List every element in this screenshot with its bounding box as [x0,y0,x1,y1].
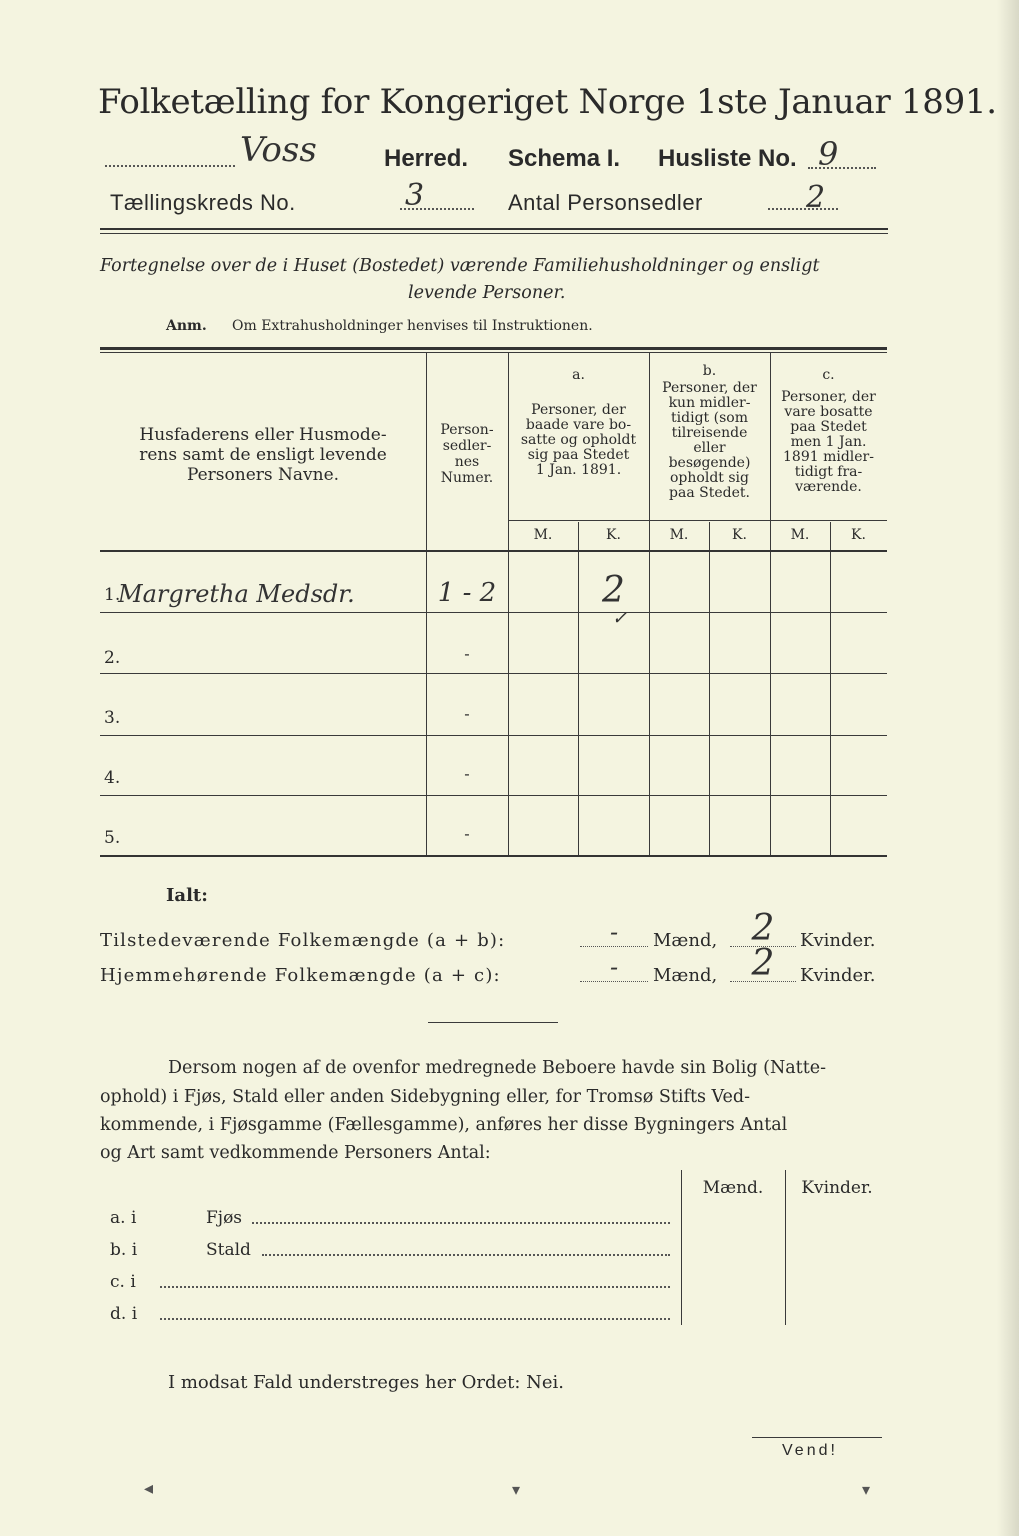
header-rule [100,228,888,230]
vend-label: Vend! [782,1442,838,1459]
col-names-line: rens samt de ensligt levende [139,445,387,465]
row-number: 5. [104,828,121,848]
row-person-numbers: 1 - 2 [437,578,497,608]
table-top-rule [100,347,887,350]
anm-text: Om Extrahusholdninger henvises til Instruktionen. [232,318,593,334]
separator-rule [428,1022,558,1023]
kreds-value: 3 [405,178,425,213]
col-num-line: nes [454,454,480,470]
building-item-text: Stald [206,1240,251,1260]
dotted-line [808,167,876,169]
col-c-line: 1891 midler- [783,449,874,465]
intro-line2: levende Personer. [408,283,566,303]
col-b-header [649,381,770,501]
row-a-k-value: 2 [602,570,625,611]
page-edge [997,0,1019,1536]
col-num-line: Person- [440,422,494,438]
col-c-line: vare bosatte [784,404,873,420]
building-item-label: d. i [110,1304,138,1324]
husliste-value: 9 [818,135,839,173]
tilstede-label: Tilstedeværende Folkemængde (a + b): [100,930,506,951]
col-num-header [426,422,508,486]
form-title: Folketælling for Kongeriget Norge 1ste Januar 1891. [98,82,997,122]
antal-label: Antal Personsedler [508,190,703,215]
maend-label: Mænd, [653,965,718,986]
building-item-label: b. i [110,1240,138,1260]
col-b-line: kun midler- [668,395,751,411]
row-number: 1. [104,585,121,605]
col-kvinder-header: Kvinder. [801,1178,873,1198]
vend-rule [752,1437,882,1438]
col-c-line: Personer, der [781,389,876,405]
corner-mark-icon: ▾ [862,1480,871,1499]
col-a-line: baade vare bo- [525,417,632,433]
row-number: 3. [104,708,121,728]
row-person-numbers: - [464,704,470,723]
col-c-line: men 1 Jan. [790,434,867,450]
kreds-label: Tællingskreds No. [110,190,296,215]
col-b-k: K. [732,527,747,543]
kvinder-label: Kvinder. [800,930,876,951]
paragraph-line: ophold) i Fjøs, Stald eller anden Sidebygning eller, for Tromsø Stifts Ved- [100,1087,751,1107]
herred-label: Herred. [384,145,469,172]
row-number: 2. [104,648,121,668]
schema-label: Schema I. [508,145,621,172]
tilstede-women-value: 2 [751,908,775,949]
building-item-label: c. i [110,1272,136,1292]
col-a-header [508,403,649,478]
row-name: Margretha Medsdr. [118,580,355,608]
nei-line: I modsat Fald understreges her Ordet: Nei. [168,1372,565,1393]
col-b-letter: b. [702,363,717,379]
row-person-numbers: - [464,824,470,843]
col-names-line: Personers Navne. [186,465,340,485]
col-b-line: opholdt sig [670,470,749,486]
ialt-label: Ialt: [166,885,208,906]
header-bottom-rule [100,550,887,552]
col-num-line: Numer. [440,470,494,486]
anm-label: Anm. [166,318,207,334]
col-a-line: sig paa Stedet [527,447,630,463]
dotted-line [768,208,838,210]
kvinder-label: Kvinder. [800,965,876,986]
herred-value: Voss [240,130,317,170]
col-b-line: tidigt (som [671,410,748,426]
row-person-numbers: - [464,644,470,663]
table-top-rule [100,352,887,353]
building-item-label: a. i [110,1208,137,1228]
col-c-letter: c. [822,367,835,383]
check-mark-icon: ✓ [612,608,628,629]
col-names-header [100,425,426,485]
hjemme-men-value: - [609,953,619,981]
mk-rule [508,520,887,521]
col-b-line: eller [693,440,726,456]
husliste-label: Husliste No. [658,145,797,172]
col-maend-header: Mænd. [702,1178,764,1198]
header-rule [100,233,888,234]
col-c-line: paa Stedet [790,419,867,435]
row-number: 4. [104,768,121,788]
col-b-line: besøgende) [668,455,751,471]
col-a-line: satte og opholdt [520,432,637,448]
col-c-m: M. [790,527,810,543]
antal-value: 2 [806,180,826,215]
hjemme-women-value: 2 [751,943,775,984]
building-item-text: Fjøs [206,1208,243,1228]
paragraph-line: og Art samt vedkommende Personers Antal: [100,1143,491,1163]
col-c-k: K. [851,527,866,543]
paragraph-line: Dersom nogen af de ovenfor medregnede Beboere havde sin Bolig (Natte- [168,1058,827,1078]
col-a-k: K. [606,527,621,543]
hjemme-label: Hjemmehørende Folkemængde (a + c): [100,965,501,986]
col-a-letter: a. [572,367,585,383]
row-person-numbers: - [464,764,470,783]
intro-line1: Fortegnelse over de i Huset (Bostedet) værende Familiehusholdninger og ensligt [100,256,820,276]
col-a-line: Personer, der [531,402,626,418]
maend-label: Mænd, [653,930,718,951]
col-c-line: tidigt fra- [794,464,863,480]
col-b-line: tilreisende [671,425,748,441]
col-c-line: værende. [795,479,862,495]
dotted-line [400,208,474,210]
paragraph-line: kommende, i Fjøsgamme (Fællesgamme), anføres her disse Bygningers Antal [100,1115,788,1135]
tilstede-men-value: - [609,918,619,946]
col-a-m: M. [533,527,553,543]
col-a-line: 1 Jan. 1891. [535,462,622,478]
col-names-line: Husfaderens eller Husmode- [139,425,387,445]
corner-mark-icon: ▾ [512,1480,521,1499]
dotted-line [105,165,235,167]
col-b-line: paa Stedet. [669,485,750,501]
col-b-m: M. [669,527,689,543]
col-num-line: sedler- [442,438,492,454]
col-b-line: Personer, der [662,380,757,396]
col-c-header [770,390,887,495]
corner-mark-icon: ◂ [144,1478,154,1499]
